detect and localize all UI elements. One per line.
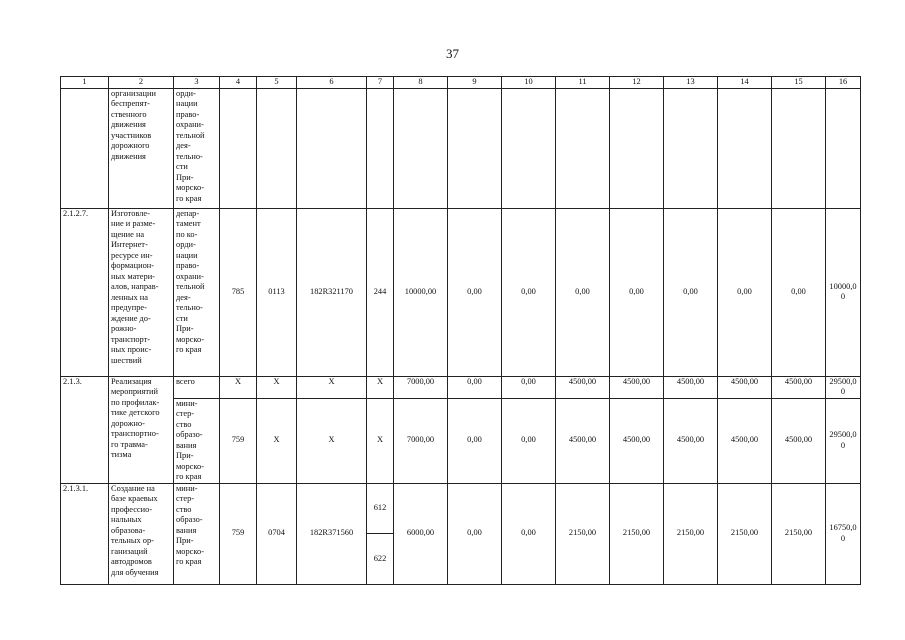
cell-executor: мини- стер- ство образо- вания При- морско- го края — [174, 483, 220, 584]
cell-name: Создание на базе краевых профессио- нальных образова- тельных ор- ганизаций автодромов для обучения — [109, 483, 174, 584]
cell-value — [772, 88, 826, 208]
cell-value: 4500,00 — [556, 398, 610, 483]
cell-csr: X — [297, 398, 367, 483]
cell-value: 0,00 — [448, 208, 502, 376]
cell-vr: X — [367, 398, 394, 483]
column-header: 3 — [174, 77, 220, 89]
cell-value: 0,00 — [448, 376, 502, 398]
cell-value: 2150,00 — [664, 483, 718, 584]
table-row — [61, 376, 861, 398]
column-header: 16 — [826, 77, 861, 89]
column-header: 15 — [772, 77, 826, 89]
cell-value — [664, 88, 718, 208]
cell-value: 4500,00 — [664, 398, 718, 483]
cell-number: 2.1.2.7. — [61, 208, 109, 376]
cell-value: 7000,00 — [394, 376, 448, 398]
cell-value: 7000,00 — [394, 398, 448, 483]
cell-value: 4500,00 — [718, 398, 772, 483]
cell-total: 29500,00 — [826, 376, 861, 398]
cell-value: 6000,00 — [394, 483, 448, 584]
cell-vr-top: 612 — [367, 484, 393, 535]
column-header: 5 — [257, 77, 297, 89]
cell-grbs: 785 — [220, 208, 257, 376]
cell-value: 0,00 — [448, 398, 502, 483]
cell-value: 0,00 — [502, 398, 556, 483]
cell-grbs — [220, 88, 257, 208]
cell-value — [502, 88, 556, 208]
cell-value: 2150,00 — [556, 483, 610, 584]
column-header: 9 — [448, 77, 502, 89]
cell-value: 0,00 — [772, 208, 826, 376]
cell-value: 0,00 — [502, 208, 556, 376]
cell-csr: X — [297, 376, 367, 398]
column-header: 12 — [610, 77, 664, 89]
cell-value: 4500,00 — [556, 376, 610, 398]
cell-total: 16750,00 — [826, 483, 861, 584]
table-row — [61, 398, 861, 483]
cell-rzpr — [257, 88, 297, 208]
table-header-row — [61, 77, 861, 89]
cell-value: 4500,00 — [610, 398, 664, 483]
cell-value: 0,00 — [664, 208, 718, 376]
cell-value — [718, 88, 772, 208]
cell-value: 0,00 — [610, 208, 664, 376]
cell-total — [826, 88, 861, 208]
cell-executor: депар- тамент по ко- орди- нации право- охрани- тельной дея- тельно- сти При- морско- го края — [174, 208, 220, 376]
column-header: 1 — [61, 77, 109, 89]
column-header: 10 — [502, 77, 556, 89]
cell-csr: 182R371560 — [297, 483, 367, 584]
cell-value: 2150,00 — [610, 483, 664, 584]
cell-value — [610, 88, 664, 208]
cell-value: 4500,00 — [610, 376, 664, 398]
cell-number: 2.1.3. — [61, 376, 109, 483]
cell-name: Изготовле- ние и разме- щение на Интернет- ресурсе ин- формацион- ных матери- алов, направ- ленных на предупре- ждение до- рожно- транспорт- ных проис- шествий — [109, 208, 174, 376]
budget-table — [60, 76, 861, 585]
cell-rzpr: X — [257, 376, 297, 398]
cell-value: 0,00 — [556, 208, 610, 376]
cell-number: 2.1.3.1. — [61, 483, 109, 584]
cell-csr: 182R321170 — [297, 208, 367, 376]
cell-value: 10000,00 — [394, 208, 448, 376]
cell-rzpr: 0704 — [257, 483, 297, 584]
column-header: 13 — [664, 77, 718, 89]
cell-executor: орди- нации право- охрани- тельной дея- тельно- сти При- морско- го края — [174, 88, 220, 208]
cell-value: 0,00 — [502, 483, 556, 584]
cell-name: Реализация мероприятий по профилак- тике детского дорожно- транспортно- го травма- тизма — [109, 376, 174, 483]
cell-rzpr: 0113 — [257, 208, 297, 376]
table-row — [61, 208, 861, 376]
cell-value: 0,00 — [718, 208, 772, 376]
cell-vr-bottom: 622 — [373, 553, 387, 563]
cell-value: 0,00 — [502, 376, 556, 398]
cell-value: 4500,00 — [664, 376, 718, 398]
column-header: 4 — [220, 77, 257, 89]
cell-value: 4500,00 — [772, 398, 826, 483]
cell-grbs: 759 — [220, 398, 257, 483]
cell-value — [394, 88, 448, 208]
cell-vr: X — [367, 376, 394, 398]
cell-value: 2150,00 — [772, 483, 826, 584]
cell-grbs: X — [220, 376, 257, 398]
cell-value: 2150,00 — [718, 483, 772, 584]
cell-executor: всего — [174, 376, 220, 398]
cell-total: 29500,00 — [826, 398, 861, 483]
cell-value: 4500,00 — [718, 376, 772, 398]
cell-vr — [367, 88, 394, 208]
cell-rzpr: X — [257, 398, 297, 483]
cell-number — [61, 88, 109, 208]
cell-value: 4500,00 — [772, 376, 826, 398]
cell-executor: мини- стер- ство образо- вания При- морско- го края — [174, 398, 220, 483]
cell-value: 0,00 — [448, 483, 502, 584]
column-header: 7 — [367, 77, 394, 89]
column-header: 8 — [394, 77, 448, 89]
page-number: 37 — [446, 46, 459, 61]
cell-value — [448, 88, 502, 208]
cell-grbs: 759 — [220, 483, 257, 584]
column-header: 11 — [556, 77, 610, 89]
column-header: 14 — [718, 77, 772, 89]
cell-total: 10000,00 — [826, 208, 861, 376]
cell-name: организации беспрепят- ственного движения участников дорожного движения — [109, 88, 174, 208]
cell-csr — [297, 88, 367, 208]
table-row — [61, 88, 861, 208]
column-header: 6 — [297, 77, 367, 89]
cell-vr — [367, 483, 394, 584]
cell-vr: 244 — [367, 208, 394, 376]
column-header: 2 — [109, 77, 174, 89]
cell-value — [556, 88, 610, 208]
table-row — [61, 483, 861, 584]
